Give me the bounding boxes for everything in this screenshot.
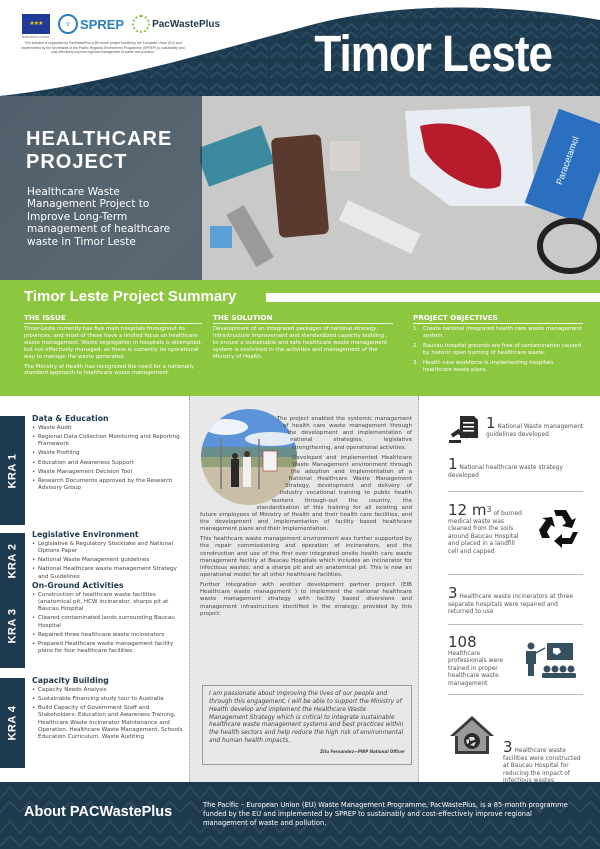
summary-title-bar	[266, 293, 600, 302]
footer-about	[0, 782, 600, 849]
stat-value: 1	[448, 455, 458, 473]
recycle-house-icon	[448, 714, 496, 756]
stat-item	[503, 738, 585, 786]
kra-item: • Waste Profiling	[32, 450, 80, 457]
narrative-panel	[189, 396, 419, 784]
divider	[448, 694, 583, 695]
kra-item: • Build Capacity of Government Staff and Stakeholders: Education and Awareness Training, Healthcare Waste Incinerator Maintenance and Operation, Healthcare Waste Management, Schools Education Curriculum, Waste Auditing	[32, 705, 183, 740]
stat-text: of burned medical waste was cleaned from the soils around Baucau Hospital and placed in a landfill cell and capped	[448, 511, 522, 555]
divider	[448, 574, 583, 575]
kra-heading: On-Ground Activities	[32, 581, 124, 590]
quote-attribution: Zitu Fernandez—PWP National Officer	[320, 748, 405, 754]
kra-item: • Legislative & Regulatory Stocktake and National Options Paper	[32, 541, 174, 555]
solution-text: Development of an integrated packages of national strategy, infrastructure improvement and standardized capacity building , to ensure a sustainable and safe healthcare waste management system is enshrined in the activities and management of the Ministry of Health.	[213, 326, 388, 360]
sprep-emblem-icon: ♆	[58, 14, 78, 34]
country-title: Timor Leste	[314, 26, 552, 83]
stat-text: National healthcare waste strategy developed	[448, 465, 563, 479]
stat-value: 12 m	[448, 501, 487, 519]
objective-item: 1. Create national integrated health care waste management system.	[413, 326, 582, 339]
legal-document-gavel-icon	[448, 414, 480, 444]
kra-item: • Waste Management Decision Tool	[32, 468, 133, 475]
stat-text: Healthcare waste incinerators at three separate hospitals were repaired and returned to use	[448, 594, 573, 616]
stat-item	[448, 455, 583, 480]
stat-value: 1	[486, 414, 496, 432]
kra-item: • Waste Audit	[32, 425, 72, 431]
issue-paragraph: The Ministry of Health has recognized the need for a nationally standard approach to healthcare waste management.	[24, 363, 195, 377]
eu-flag-logo: ★★★	[22, 14, 50, 34]
partner-logos	[22, 14, 220, 34]
stat-text: National Waste management guidelines developed	[486, 424, 584, 438]
hero-title: HEALTHCARE PROJECT	[26, 128, 173, 173]
support-statement: This initiative is supported by PacWastePlus-a 85-month project funded by the European Union (EU) and implemented by the Secretariat of the Pacific Regional Environment Programme (SPREP) to sustainably and cost-effectively improve regional management of waste and pollution.	[21, 41, 185, 55]
svg-text:Paracetamol: Paracetamol	[554, 135, 581, 187]
divider	[448, 624, 583, 625]
medical-waste-photo	[200, 96, 600, 280]
kra-item: • Sustainable Financing study tour to Australia	[32, 696, 164, 703]
kra-heading: Legislative Environment	[32, 530, 139, 539]
testimonial-quote	[202, 685, 412, 765]
issue-section	[24, 313, 202, 380]
narrative-paragraph: Developed and implemented Healthcare Waste Management environment through the adoption and implementation of a National Healthcare Waste Management Strategy, development and delivery of industry vocational training to public health workers through-out the country, the standardisation of this training for all existing and future employees of Ministry of Health and their health care facilities, and the development and implementation of facility based healthcare management plans and their implementation.	[200, 454, 412, 533]
kra-item: • Cleared contaminated lands surrounding Baucau Hospital	[32, 615, 175, 629]
kra-item: • National Healthcare waste management Strategy and Guidelines	[32, 566, 177, 580]
kra-item: • Repaired three healthcare waste incinerators	[32, 631, 165, 638]
summary-title: Timor Leste Project Summary	[24, 288, 237, 305]
narrative-paragraph: The project enabled the systemic management of health care waste management through the development and implementation of national strategies, legislative strengthening, and operational activities.	[276, 416, 412, 451]
solution-heading: THE SOLUTION	[213, 313, 393, 324]
narrative-paragraph: Further integration with another development partner project (EIB Healthcare waste management ) to implement the national healthcare waste management strategy with facility based diversions and management infrastructure identified in the strategy, provided by this project.	[200, 582, 412, 617]
results-column	[420, 396, 600, 784]
narrative-text	[200, 416, 412, 621]
narrative-paragraph: This healthcare waste management environment was further supported by the repair commissioning and operation of incinerators, and the construction and use of the first ever integrated onsite health care waste management facility at Baucau Hospitals which includes an incinerator for infectious wastes; and a sharps pit and an anatomical pit. This is now an operational model for all other healthcare facilities.	[200, 536, 412, 578]
kra-item: • Construction of healthcare waste facilities (anatomical pit, HCW incinerator, sharps pit at Baucau Hospital	[32, 592, 169, 613]
stat-item	[448, 633, 510, 688]
footer-text: The Pacific – European Union (EU) Waste Management Programme, PacWastePlus, is a 85-month programme funded by the EU and implemented by SPREP to sustainably and cost-effectively improve regional management of waste and pollution.	[203, 801, 568, 828]
kra-tab: KRA 3	[0, 583, 25, 668]
eu-caption: EUROPEAN UNION	[22, 35, 50, 39]
stat-item	[448, 501, 526, 556]
kra-heading: Data & Education	[32, 414, 109, 423]
footer-title: About PACWastePlus	[24, 804, 173, 820]
sprep-logo: ♆ SPREP	[58, 14, 124, 34]
kra-item: • National Waste Management guidelines	[32, 557, 150, 564]
recycle-icon	[538, 508, 582, 550]
hero-banner	[0, 96, 600, 280]
stat-text: Healthcare waste facilities were constructed at Baucau Hospital for reducing the impact of	[503, 748, 581, 777]
issue-paragraph: Timor-Leste currently has five main hospitals throughout its provinces, and most of these have a limited focus on healthcare waste management. Waste segregation in hospitals is attempted, but not effectively managed, as there is currently no operational way to manage the waste generated.	[24, 326, 202, 360]
kra-tab: KRA 2	[0, 533, 25, 589]
kra-item: • Regional Data Collection Monitoring and Reporting Framework	[32, 434, 180, 448]
solution-section	[213, 313, 393, 361]
kra-heading: Capacity Building	[32, 676, 109, 685]
stat-value-superscript: 3	[486, 505, 492, 515]
stat-item	[448, 584, 583, 617]
kra-column	[0, 396, 187, 784]
issue-heading: THE ISSUE	[24, 313, 202, 324]
kra-item: • Research Documents approved by the Research Advisory Group	[32, 477, 173, 492]
kra-item: • Prepared Healthcare waste management facility plans for four healthcare facilities.	[32, 640, 174, 655]
stat-item	[486, 414, 586, 439]
divider	[448, 491, 583, 492]
stat-value: 3	[503, 738, 513, 756]
stat-value: 3	[448, 584, 458, 602]
project-summary	[0, 280, 600, 396]
objectives-section	[413, 313, 583, 376]
header	[0, 0, 600, 100]
kra-tab: KRA 4	[0, 678, 25, 768]
stat-value: 108	[448, 633, 477, 651]
stat-text: Healthcare professionals were trained in proper healthcare waste management	[448, 650, 503, 687]
pacwasteplus-emblem-icon	[132, 15, 150, 33]
pacwasteplus-logo: PacWastePlus	[132, 15, 220, 33]
objective-item: 2. Baucau hospital grounds are free of contamination caused by historic open burning of healthcare waste.	[413, 342, 581, 356]
kra-item: • Capacity Needs Analysis	[32, 687, 107, 693]
hero-subtitle: Healthcare Waste Management Project to Improve Long-Term management of healthcare waste in Timor Leste	[27, 186, 171, 248]
kra-tab: KRA 1	[0, 416, 25, 525]
objectives-heading: PROJECT OBJECTIVES	[413, 313, 583, 324]
quote-text: I am passionate about improving the lives of our people and through this engagement, I will be able to support the Ministry of Health develop and implement the Healthcare Waste Management Strategy which is critical to integrate sustainable healthcare waste management systems and best practices within the health sectors and help reduce the high risk of environmental and human health impacts.	[209, 691, 404, 745]
kra-item: • Education and Awareness Support	[32, 459, 134, 466]
objective-item: 3. Health care workforce is implementing hospitals healthcare waste plans.	[413, 359, 554, 373]
training-presentation-icon	[523, 642, 577, 680]
